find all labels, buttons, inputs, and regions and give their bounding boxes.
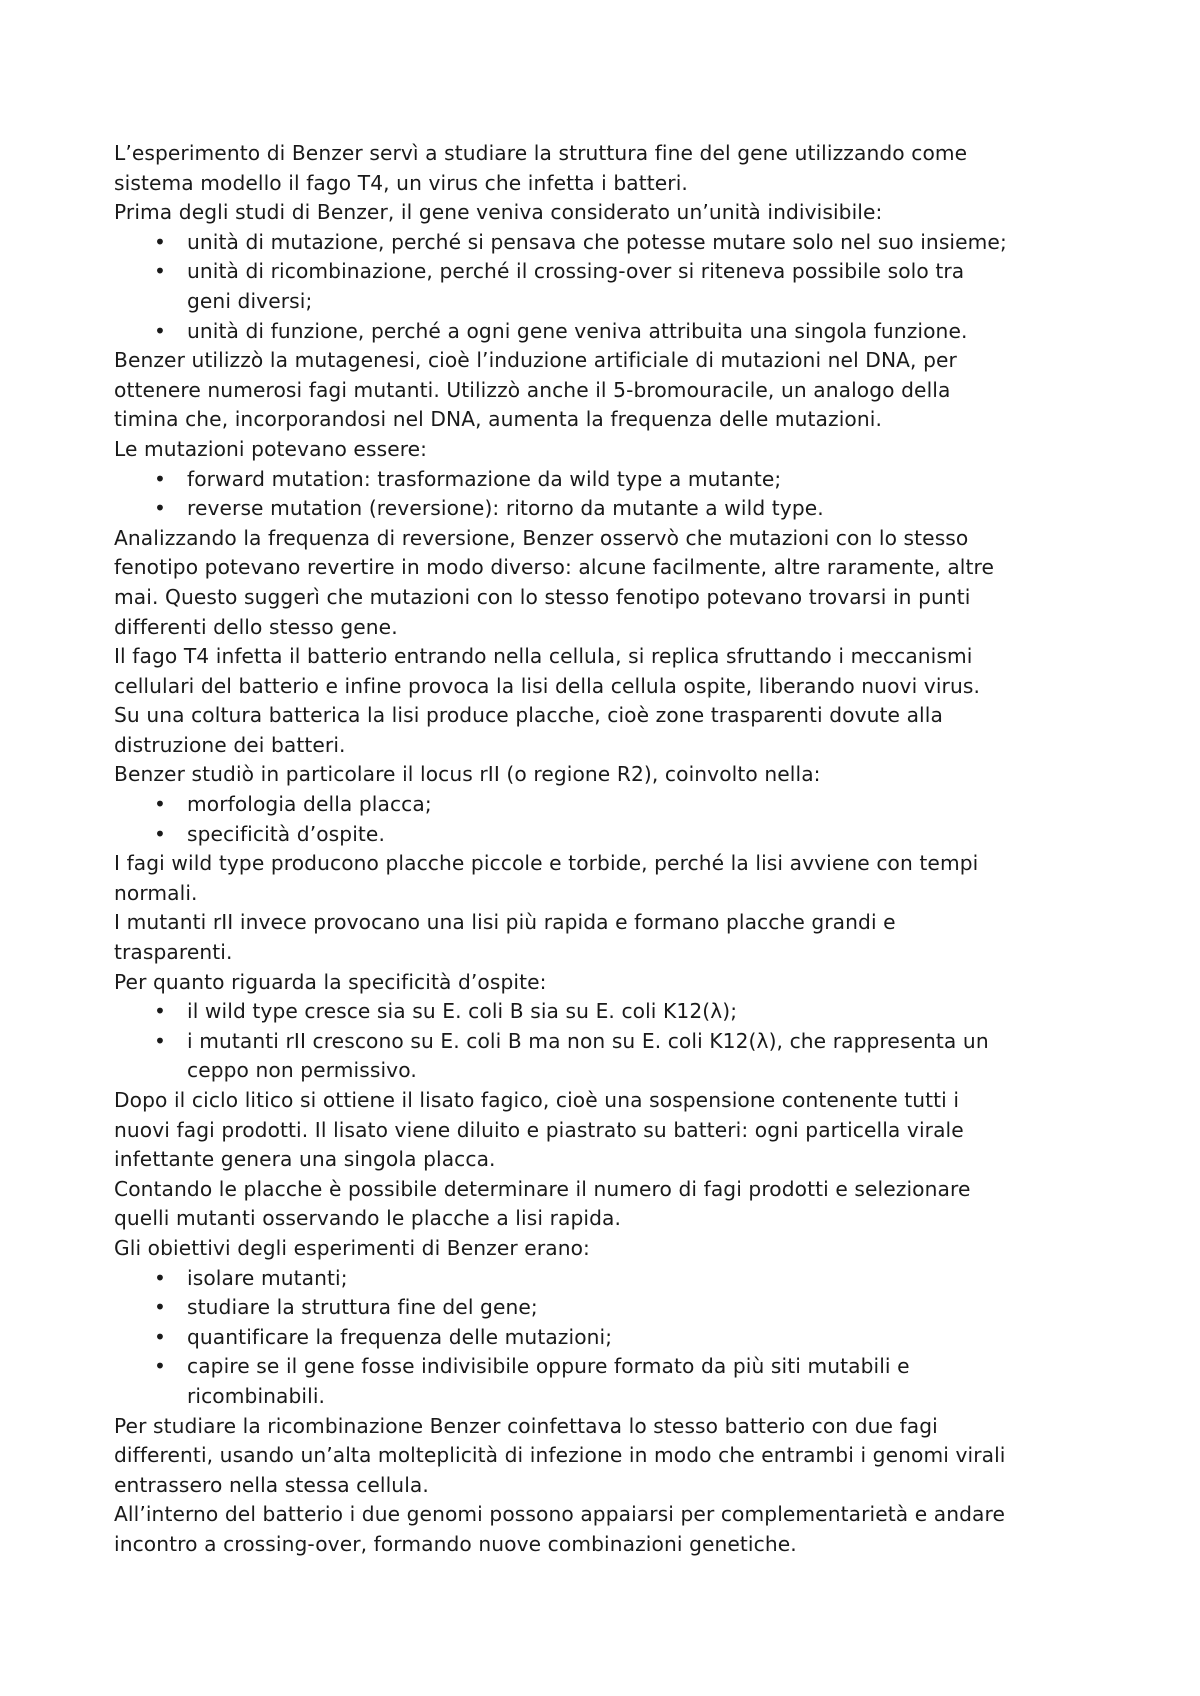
bullet-icon: •	[154, 821, 167, 846]
list-item-text	[187, 257, 1114, 316]
list-item	[114, 997, 1114, 1027]
list-item	[114, 465, 1114, 495]
list-item-text	[187, 1264, 1114, 1294]
paragraph	[114, 968, 1114, 998]
paragraph	[114, 198, 1114, 228]
bullet-icon: •	[154, 1324, 167, 1349]
list-item	[114, 1323, 1114, 1353]
text-line: I fagi wild type producono placche piccole e torbide, perché la lisi avviene con tempi	[114, 851, 979, 876]
text-line: Per quanto riguarda la specificità d’ospite:	[114, 969, 547, 994]
list-item	[114, 257, 1114, 316]
text-line: L’esperimento di Benzer servì a studiare la struttura fine del gene utilizzando come	[114, 141, 968, 165]
paragraph	[114, 908, 1114, 967]
list-item-text	[187, 1027, 1114, 1086]
text-line: differenti, usando un’alta molteplicità di infezione in modo che entrambi i genomi virali	[114, 1443, 1006, 1468]
list-item	[114, 1264, 1114, 1294]
text-line: Gli obiettivi degli esperimenti di Benzer erano:	[114, 1235, 590, 1260]
bullet-list	[114, 790, 1114, 849]
paragraph	[114, 1086, 1114, 1175]
list-item-text	[187, 1352, 1114, 1411]
text-line: fenotipo potevano revertire in modo diverso: alcune facilmente, altre raramente, altre	[114, 555, 995, 580]
list-item	[114, 790, 1114, 820]
text-line: mai. Questo suggerì che mutazioni con lo stesso fenotipo potevano trovarsi in punti	[114, 584, 971, 609]
list-item-text	[187, 997, 1114, 1027]
bullet-icon: •	[154, 259, 167, 284]
text-line: Le mutazioni potevano essere:	[114, 436, 428, 461]
bullet-icon: •	[154, 1354, 167, 1379]
text-line: infettante genera una singola placca.	[114, 1147, 496, 1172]
text-line: Prima degli studi di Benzer, il gene veniva considerato un’unità indivisibile:	[114, 200, 883, 225]
paragraph	[114, 1175, 1114, 1234]
text-line: Dopo il ciclo litico si ottiene il lisato fagico, cioè una sospensione contenente tutti i	[114, 1088, 960, 1112]
text-line: Su una coltura batterica la lisi produce placche, cioè zone trasparenti dovute alla	[114, 703, 943, 728]
text-line: trasparenti.	[114, 940, 233, 965]
paragraph	[114, 1234, 1114, 1264]
bullet-list	[114, 228, 1114, 346]
text-line: cellulari del batterio e infine provoca la lisi della cellula ospite, liberando nuovi virus.	[114, 673, 980, 698]
text-line: Il fago T4 infetta il batterio entrando nella cellula, si replica sfruttando i meccanismi	[114, 644, 973, 669]
text-line: Benzer studiò in particolare il locus rII (o regione R2), coinvolto nella:	[114, 762, 821, 787]
text-line: timina che, incorporandosi nel DNA, aumenta la frequenza delle mutazioni.	[114, 407, 882, 432]
list-item-text	[187, 465, 1114, 495]
text-line: quantificare la frequenza delle mutazioni;	[187, 1324, 613, 1349]
list-item	[114, 228, 1114, 258]
paragraph	[114, 435, 1114, 465]
text-line: geni diversi;	[187, 288, 313, 313]
paragraph	[114, 642, 1114, 701]
paragraph	[114, 849, 1114, 908]
list-item-text	[187, 1293, 1114, 1323]
list-item	[114, 1352, 1114, 1411]
bullet-icon: •	[154, 1295, 167, 1320]
text-line: unità di ricombinazione, perché il crossing-over si riteneva possibile solo tra	[187, 259, 965, 284]
bullet-icon: •	[154, 792, 167, 817]
bullet-icon: •	[154, 466, 167, 491]
list-item-text	[187, 494, 1114, 524]
text-line: ricombinabili.	[187, 1383, 326, 1408]
bullet-list	[114, 1264, 1114, 1412]
text-line: i mutanti rII crescono su E. coli B ma non su E. coli K12(λ), che rappresenta un	[187, 1028, 989, 1053]
text-line: distruzione dei batteri.	[114, 732, 346, 757]
list-item	[114, 1027, 1114, 1086]
bullet-icon: •	[154, 229, 167, 254]
text-line: normali.	[114, 880, 198, 905]
text-line: Contando le placche è possibile determinare il numero di fagi prodotti e selezionare	[114, 1176, 971, 1201]
text-line: ottenere numerosi fagi mutanti. Utilizzò anche il 5-bromouracile, un analogo della	[114, 377, 951, 402]
text-line: forward mutation: trasformazione da wild type a mutante;	[187, 466, 782, 491]
bullet-list	[114, 465, 1114, 524]
paragraph	[114, 701, 1114, 760]
bullet-list	[114, 997, 1114, 1086]
bullet-icon: •	[154, 496, 167, 521]
text-line: All’interno del batterio i due genomi possono appaiarsi per complementarietà e andare	[114, 1502, 1005, 1527]
list-item	[114, 1293, 1114, 1323]
paragraph	[114, 760, 1114, 790]
bullet-icon: •	[154, 1265, 167, 1290]
text-line: ceppo non permissivo.	[187, 1058, 417, 1083]
text-line: I mutanti rII invece provocano una lisi più rapida e formano placche grandi e	[114, 910, 896, 935]
paragraph	[114, 524, 1114, 642]
list-item	[114, 820, 1114, 850]
text-line: il wild type cresce sia su E. coli B sia su E. coli K12(λ);	[187, 999, 738, 1024]
list-item	[114, 494, 1114, 524]
text-line: Benzer utilizzò la mutagenesi, cioè l’induzione artificiale di mutazioni nel DNA, per	[114, 348, 957, 373]
text-line: isolare mutanti;	[187, 1265, 348, 1290]
text-line: quelli mutanti osservando le placche a lisi rapida.	[114, 1206, 621, 1231]
paragraph	[114, 1500, 1114, 1559]
paragraph	[114, 1412, 1114, 1501]
text-line: sistema modello il fago T4, un virus che infetta i batteri.	[114, 170, 688, 195]
text-line: Analizzando la frequenza di reversione, Benzer osservò che mutazioni con lo stesso	[114, 525, 969, 550]
document-body	[114, 139, 1114, 1560]
text-line: nuovi fagi prodotti. Il lisato viene diluito e piastrato su batteri: ogni particella virale	[114, 1117, 964, 1142]
bullet-icon: •	[154, 318, 167, 343]
text-line: differenti dello stesso gene.	[114, 614, 398, 639]
text-line: capire se il gene fosse indivisibile oppure formato da più siti mutabili e	[187, 1354, 910, 1379]
text-line: morfologia della placca;	[187, 792, 432, 817]
list-item	[114, 317, 1114, 347]
paragraph	[114, 139, 1114, 198]
text-line: specificità d’ospite.	[187, 821, 385, 846]
text-line: unità di funzione, perché a ogni gene veniva attribuita una singola funzione.	[187, 318, 968, 343]
paragraph	[114, 346, 1114, 435]
text-line: Per studiare la ricombinazione Benzer coinfettava lo stesso batterio con due fagi	[114, 1413, 938, 1438]
list-item-text	[187, 1323, 1114, 1353]
text-line: studiare la struttura fine del gene;	[187, 1295, 538, 1320]
text-line: reverse mutation (reversione): ritorno da mutante a wild type.	[187, 496, 824, 521]
bullet-icon: •	[154, 999, 167, 1024]
text-line: unità di mutazione, perché si pensava che potesse mutare solo nel suo insieme;	[187, 229, 1007, 254]
list-item-text	[187, 317, 1114, 347]
text-line: entrassero nella stessa cellula.	[114, 1472, 429, 1497]
list-item-text	[187, 820, 1114, 850]
list-item-text	[187, 228, 1114, 258]
list-item-text	[187, 790, 1114, 820]
bullet-icon: •	[154, 1028, 167, 1053]
text-line: incontro a crossing-over, formando nuove combinazioni genetiche.	[114, 1531, 797, 1556]
